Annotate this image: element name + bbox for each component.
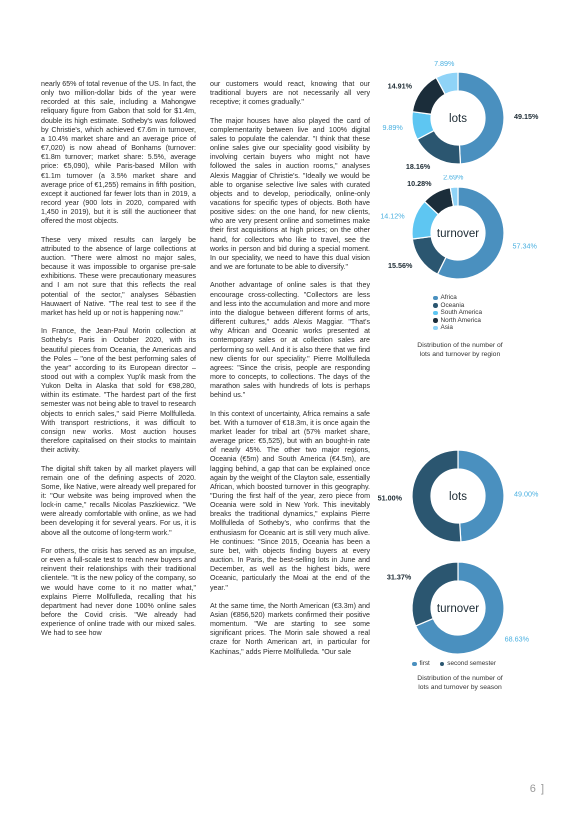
paragraph: The major houses have also played the card of complementarity between live and 100% digital sales to populate the calendar. "I think that these online sales give our speciality good visibility by involving certain buyers who might not have followed the sales in auction rooms," analyses Alexis Maggiar of Christie's. "Ideally we would be able to organise selective live sales with curated objects and to develop, periodically, online-only vacations for specific types of objects. Both have positive sides: on the one hand, for new clients, who are very present online and sometimes make their first acquisitions at high prices; on the other hand, for collectors who like to travel, see the works in person and bid during a special moment. In our speciality, we need to have this dual vision and we are fortunate to be able to diversify." — [210, 116, 370, 272]
data-label: 49.15% — [513, 112, 539, 122]
legend-label: second semester — [447, 660, 496, 667]
data-label: 49.00% — [513, 489, 539, 499]
donut-slice-oceania — [412, 237, 446, 275]
donut-chart-lots-by-season — [370, 438, 550, 558]
paragraph: our customers would react, knowing that our traditional buyers are not necessarily all very receptive; it comes gradually." — [210, 80, 370, 107]
legend-item-asia — [433, 324, 482, 332]
legend-dot — [433, 318, 438, 323]
caption-region — [395, 342, 525, 359]
legend-item-africa — [433, 294, 482, 302]
legend-label: first — [419, 660, 430, 667]
paragraph: At the same time, the North American (€3.3m) and Asian (€856,520) markets confirmed their positive momentum. "We are starting to see some significant prices. The Morin sale showed a real craze for North American art, in particular for Kachinas," adds Pierre Mollfulleda. "Our sale — [210, 601, 370, 656]
donut-chart-turnover-by-region — [370, 175, 550, 295]
data-label: 68.63% — [504, 634, 530, 644]
data-label: 9.89% — [382, 123, 403, 133]
data-label: 2.69% — [443, 175, 464, 182]
article-column-left — [41, 80, 196, 648]
data-label: 14.91% — [387, 81, 412, 91]
donut-chart-lots-by-region — [370, 60, 550, 180]
data-label: 57.34% — [512, 241, 537, 251]
data-label: 31.37% — [386, 572, 412, 582]
legend-dot — [412, 662, 417, 667]
legend-label: South America — [440, 309, 483, 317]
paragraph: Another advantage of online sales is that they encourage cross-collecting. "Collectors are less and less into the accumulation and more and more into the dialogue between different forms of arts, different cultures," adds Alexis Maggiar. "That's why African and Oceanic works presented at contemporary sales or at collection sales are performing so well. And it is also there that we find new clients for our speciality." Pierre Mollfulleda agrees: "Since the crisis, people are responding more to concepts, to collections. The days of the marathon sales with hundreds of lots is perhaps behind us." — [210, 281, 370, 400]
caption-line: lots and turnover by season — [418, 683, 502, 691]
caption-season — [395, 675, 525, 692]
data-label: 18.16% — [405, 162, 431, 172]
data-label: 51.00% — [377, 493, 403, 503]
legend-item-south-america — [433, 309, 482, 317]
legend-season — [412, 660, 496, 668]
paragraph: In France, the Jean-Paul Morin collection at Sotheby's Paris in October 2020, with its beautiful pieces from Oceania, the Americas and the Poles – "one of the best performing sales of the year" according to its European director – stood out with a complex Yup'ik mask from the Yukon Delta in Alaska that sold for €98,280, within its estimate. "The hardest part of the first semester was not being able to travel to research objects to enrich sales," said Pierre Mollfulleda. With transport restrictions, it was difficult to consign new works. Most auction houses therefore capitalised on their stocks to maintain their activity. — [41, 327, 196, 455]
data-label: 10.28% — [407, 179, 432, 189]
legend-item-oceania — [433, 302, 482, 310]
data-label: 14.12% — [380, 211, 405, 221]
chart-center-label: turnover — [436, 228, 480, 240]
legend-label: Asia — [440, 324, 453, 332]
page-number: 6 ] — [529, 783, 545, 795]
paragraph: These very mixed results can largely be attributed to the absence of large collections at auction. "There were almost no major sales, because it was impossible to organise pre-sale exhibitions. These were precautionary measures and I am not sure that this reflects the real potential of the sector," analyses Sébastien Hauwaert of Native. "The real test to see if the market has held up or not is happening now." — [41, 235, 196, 317]
data-label: 15.56% — [388, 261, 413, 271]
paragraph: nearly 65% of total revenue of the US. In fact, the only two million-dollar bids of the year were recorded at this sale, including a Mahongwe reliquary figure from Gabon that sold for $1.4m, double its high estimate. Sotheby's was followed by Christie's, which achieved €7.6m in turnover, a 10.4% market share and an average price of €7,020) is now ahead of Bonhams (turnover: €1.8m turnover; market share: 5.5%, average price: €5,090), while Paris-based Millon with €1.1m turnover (a 3.5% market share and average price of €1,255) remains in fifth position, except it auctioned far fewer lots than in 2019, a record year (900 lots in 2020, compared with 1,450 in 2019), but it is still the auctioneer that offered the most objects. — [41, 80, 196, 226]
legend-region — [433, 294, 482, 332]
donut-chart-turnover-by-season — [370, 550, 550, 670]
article-column-right — [210, 80, 370, 666]
caption-line: Distribution of the number of — [417, 342, 503, 349]
legend-label: Oceania — [440, 301, 465, 309]
legend-dot — [433, 326, 438, 331]
legend-item-north-america — [433, 317, 482, 325]
chart-center-label: turnover — [436, 603, 480, 615]
donut-slice-second-semester — [412, 562, 458, 626]
paragraph: In this context of uncertainty, Africa remains a safe bet. With a turnover of €18.3m, it is once again the market leader for tribal art (57% market share, average price: €5,525), but with an bought-in rate of nearly 45%. The other two major regions, Oceania (€5m) and South America (€4.5m), are lagging behind, a gap that can be explained once again by the weight of the Clayton sale, essentially African, which boosted turnover in this geography. "During the first half of the year, zero piece from Oceania were sold in New York. This inevitably breaks the traditional dynamics," explains Pierre Mollfulleda of Sotheby's, who confirms that the enthusiasm for Oceanic art is still very much alive. He continues: "Since 2015, Oceania has been a sure bet, with objects finding buyers at every auction. In Paris, the best-selling lots in June and December, as well as the highest bids, were Oceanic, particularly the Moai at the end of the year." — [210, 409, 370, 592]
legend-dot — [433, 311, 438, 316]
legend-item-second-semester — [440, 660, 496, 668]
data-label: 7.89% — [434, 60, 455, 69]
caption-line: Distribution of the number of — [417, 675, 503, 682]
chart-center-label: lots — [449, 113, 467, 125]
legend-label: Africa — [440, 294, 457, 301]
legend-label: North America — [440, 316, 481, 324]
legend-dot — [433, 303, 438, 308]
paragraph: The digital shift taken by all market players will remain one of the defining aspects of 2020. Some, like Native, were already well prepared for it: "Our website was being improved when the lock-in came," recalls Nicolas Paszkiewicz. "We were already comfortable with online, as we had been developing it for several years. For us, it is above all the outcome of long-term work." — [41, 464, 196, 537]
caption-line: lots and turnover by region — [419, 350, 501, 358]
legend-item-first — [412, 660, 430, 668]
paragraph: For others, the crisis has served as an impulse, or even a full-scale test to reach new buyers and reinvent their relationships with their traditional clientele. "It is the new policy of the company, so we would have come to it no matter what," explains Pierre Mollfulleda, recalling that his department had never done 100% online sales before the Covid crisis. "We already had experience of online trade with our mixed sales. We had to see how — [41, 546, 196, 638]
chart-center-label: lots — [449, 491, 467, 503]
legend-dot — [440, 662, 445, 667]
legend-dot — [433, 296, 438, 301]
